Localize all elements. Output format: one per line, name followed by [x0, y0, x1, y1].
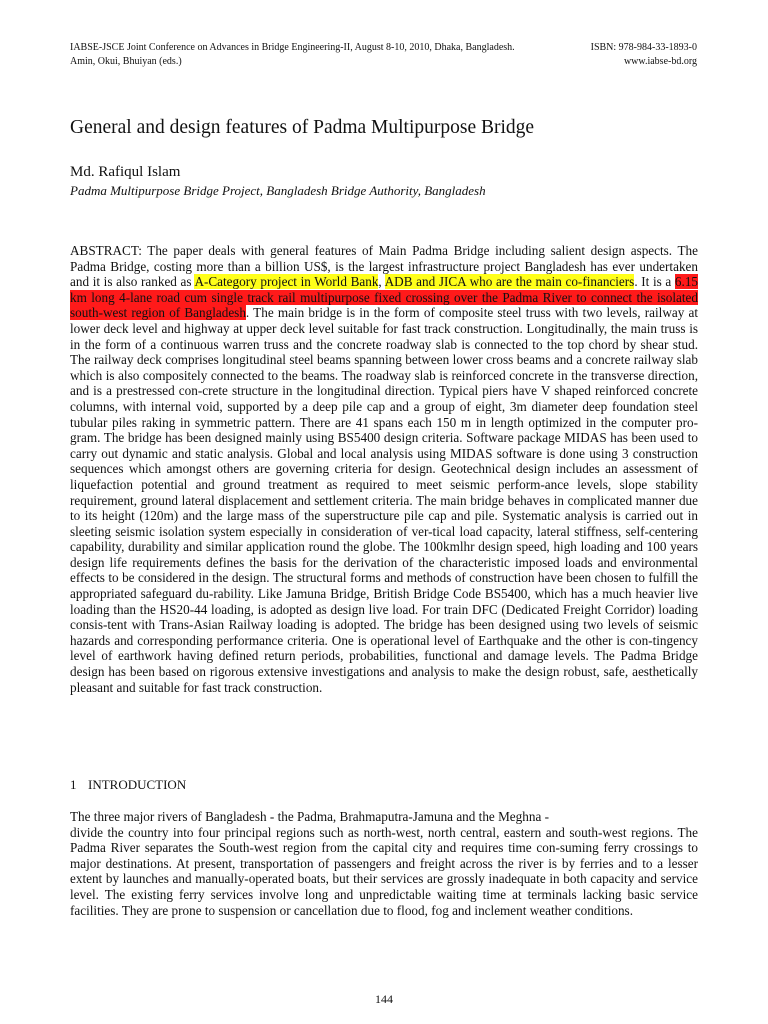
section-number: 1: [70, 777, 77, 792]
highlight-yellow-1: A-Category project in World Bank: [194, 274, 379, 290]
author-name: Md. Rafiqul Islam: [70, 164, 181, 180]
introduction-paragraph: [70, 809, 698, 918]
abstract-text-3: . It is a: [634, 274, 675, 290]
introduction-first-line: The three major rivers of Bangladesh - the Padma, Brahmaputra-Jamuna and the Meghna -: [70, 809, 549, 824]
abstract-text-1: ABSTRACT: The paper deals with general features of Main Padma Bridge including salient design aspects. The Padma Bridge, costing more than a billion US$, is the largest infrastructure project Bangladesh has ever undertaken and it is also ranked as: [70, 243, 698, 290]
running-header-left: [70, 41, 515, 69]
abstract-text-4: . The main bridge is in the form of composite steel truss with two levels, railway at lower deck level and highway at upper deck level suitable for fast track construction. Longitudinally, the main truss is in the form of a continuous warren truss and the concrete roadway slab is connected to the top chord by shear stud. The railway deck comprises longitudinal steel beams spanning between lower cross beams and a concrete railway slab which is also compositely connected to the beams. The roadway slab is reinforced concrete in the transverse direction, and is a prestressed con-crete structure in the longitudinal direction. Typical piers have V shaped reinforced concrete columns, with internal void, supported by a deep pile cap and a group of eight, 3m diameter deep foundation steel tubular piles raking in symmetric pattern. There are 41 spans each 150 m in length optimized in the computer pro-gram. The bridge has been designed mainly using BS5400 design criteria. Software package MIDAS has been used to carry out dynamic and static analysis. Global and local analysis using MIDAS software is done using 3 construction sequences which amongst others are governing criteria for design. Geotechnical design includes an assessment of liquefaction potential and ground treatment as required to meet seismic perform-ance levels, slope stability requirement, ground lateral displacement and settlement criteria. The main bridge behaves in complicated manner due to its height (120m) and the large mass of the superstructure pile cap and pile. Systematic analysis is carried out in sleeting seismic isolation system especially in consideration of ver-tical load capacity, lateral stiffness, self-centering capability, durability and similar application round the globe. The 100kmlhr design speed, high loading and 100 years design life requirements defines the basis for the derivation of the characteristic imposed loads and environmental effects to be considered in the design. The structural forms and methods of construction have been chosen to fulfill the appropriated safeguard du-rability. Like Jamuna Bridge, British Bridge Code BS5400, which has a much heavier live loading than the HS20-44 loading, is adopted as design live load. For train DFC (Dedicated Freight Corridor) loading consis-tent with Trans-Asian Railway loading is adopted. The bridge has been designed using two levels of seismic hazards and corresponding performance criteria. One is operational level of Earthquake and the other is con-tingency level of earthwork having defined return periods, probabilities, functional and damage levels. The Padma Bridge design has been based on rigorous extensive investigations and analysis to make the design robust, safe, aesthetically pleasant and suitable for fast track construction.: [70, 305, 698, 695]
author-affiliation: Padma Multipurpose Bridge Project, Bangladesh Bridge Authority, Bangladesh: [70, 183, 486, 198]
abstract-paragraph: [70, 243, 698, 695]
section-title: INTRODUCTION: [88, 777, 187, 792]
abstract-text-2: ,: [378, 274, 385, 290]
isbn-line: ISBN: 978-984-33-1893-0: [590, 42, 697, 53]
editors-line: Amin, Okui, Bhuiyan (eds.): [70, 56, 182, 67]
website-line: www.iabse-bd.org: [623, 56, 697, 67]
section-heading-introduction: [70, 777, 186, 793]
page-number: 144: [375, 992, 393, 1006]
introduction-body: divide the country into four principal regions such as north-west, north central, eastern and south-west regions. The Padma River separates the South-west region from the capital city and requires time con-suming ferry crossings to major destinations. At present, transportation of passengers and freight across the river is by ferries and to a lesser extent by launches and manually-operated boats, but their services are grossly inadequate in both capacity and service level. The existing ferry services involve long and unpredictable waiting time at terminals lacking basic service facilities. They are prone to suspension or cancellation due to flood, fog and inclement weather conditions.: [70, 824, 698, 918]
conference-line: IABSE-JSCE Joint Conference on Advances in Bridge Engineering-II, August 8-10, 2010, Dhaka, Bangladesh.: [70, 42, 515, 53]
highlight-red-1: 6.15 km long 4-lane road cum single track rail multipurpose fixed crossing over the Padma River to connect the isolated south-west region of Bangladesh: [70, 274, 698, 321]
paper-title: General and design features of Padma Multipurpose Bridge: [70, 117, 535, 138]
highlight-yellow-2: ADB and JICA who are the main co-financiers: [384, 274, 635, 290]
running-header-right: [591, 41, 697, 69]
